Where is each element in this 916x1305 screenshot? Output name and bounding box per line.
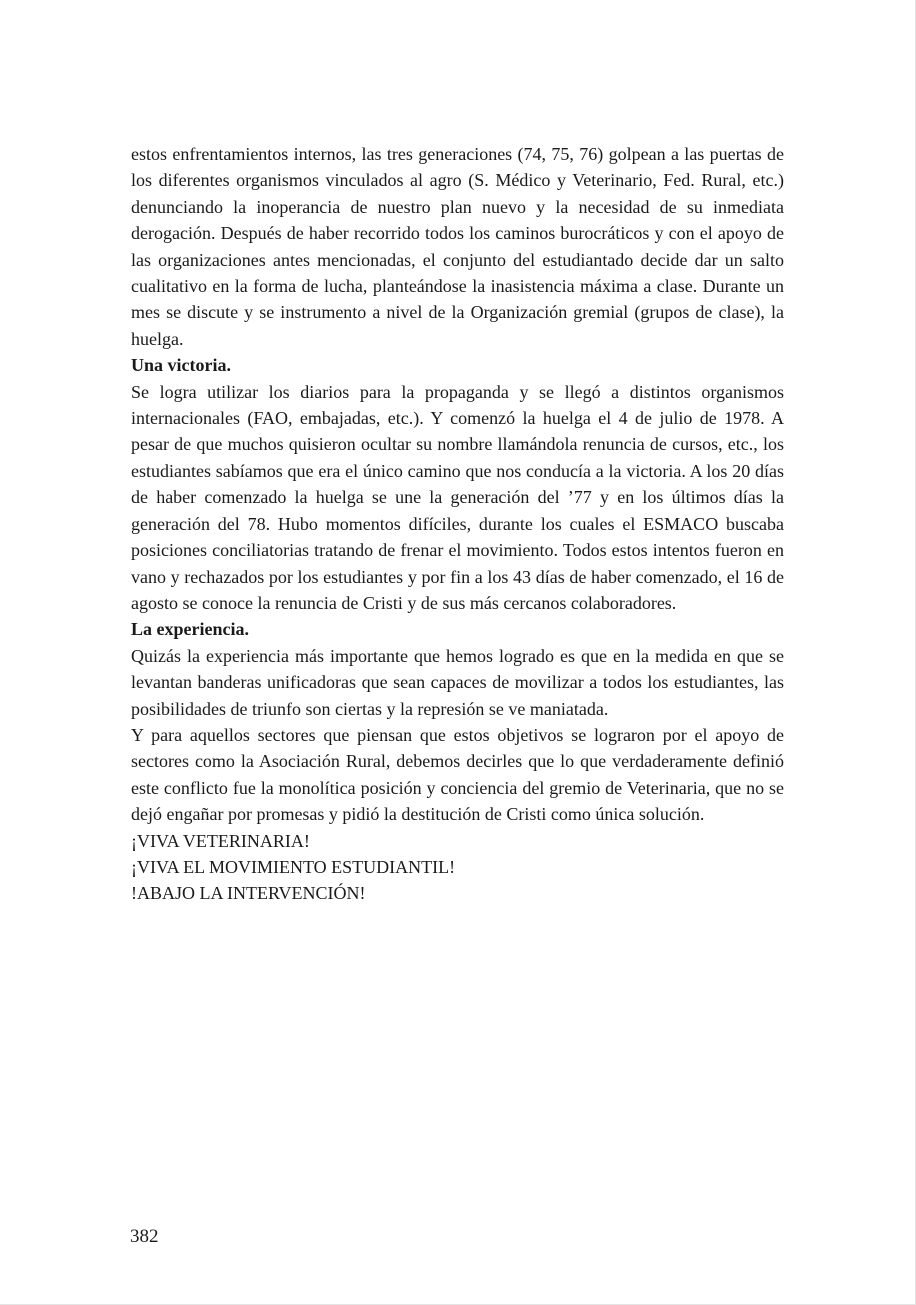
paragraph: Quizás la experiencia más importante que hemos logrado es que en la medida en que se levantan banderas unificadoras que sean capaces de movilizar a todos los estudiantes, las posibilidades de triunfo son ciertas y la represión se ve maniatada.	[131, 645, 784, 719]
paragraph: Y para aquellos sectores que piensan que estos objetivos se lograron por el apoyo de sectores como la Asociación Rural, debemos decirles que lo que verdaderamente definió este conflicto fue la monolítica posición y conciencia del gremio de Veterinaria, que no se dejó engañar por promesas y pidió la destitución de Cristi como única solución.	[131, 724, 784, 825]
body-text	[131, 141, 784, 907]
section-heading: La experiencia.	[131, 619, 249, 640]
paragraph: estos enfrentamientos internos, las tres generaciones (74, 75, 76) golpean a las puertas de los diferentes organismos vinculados al agro (S. Médico y Veterinario, Fed. Rural, etc.) denunciando la inoperancia de nuestro plan nuevo y la necesidad de su inmediata derogación. Después de haber recorrido todos los caminos burocráticos y con el apoyo de las organizaciones antes mencionadas, el conjunto del estudiantado decide dar un salto cualitativo en la forma de lucha, planteándose la inasistencia máxima a clase. Durante un mes se discute y se instrumento a nivel de la Organización gremial (grupos de clase), la huelga.	[131, 144, 784, 349]
paragraph: Se logra utilizar los diarios para la propaganda y se llegó a distintos organismos internacionales (FAO, embajadas, etc.). Y comenzó la huelga el 4 de julio de 1978. A pesar de que muchos quisieron ocultar su nombre llamándola renuncia de cursos, etc., los estudiantes sabíamos que era el único camino que nos conducía a la victoria. A los 20 días de haber comenzado la huelga se une la generación del ’77 y en los últimos días la generación del 78. Hubo momentos difíciles, durante los cuales el ESMACO buscaba posiciones conciliatorias tratando de frenar el movimiento. Todos estos intentos fueron en vano y rechazados por los estudiantes y por fin a los 43 días de haber comenzado, el 16 de agosto se conoce la renuncia de Cristi y de sus más cercanos colaboradores.	[131, 381, 784, 613]
slogan-line: ¡VIVA VETERINARIA!	[131, 830, 310, 851]
slogan-line: ¡VIVA EL MOVIMIENTO ESTUDIANTIL!	[131, 856, 456, 877]
section-heading: Una victoria.	[131, 355, 231, 376]
page-number: 382	[130, 1226, 159, 1247]
slogan-line: !ABAJO LA INTERVENCIÓN!	[131, 883, 366, 904]
